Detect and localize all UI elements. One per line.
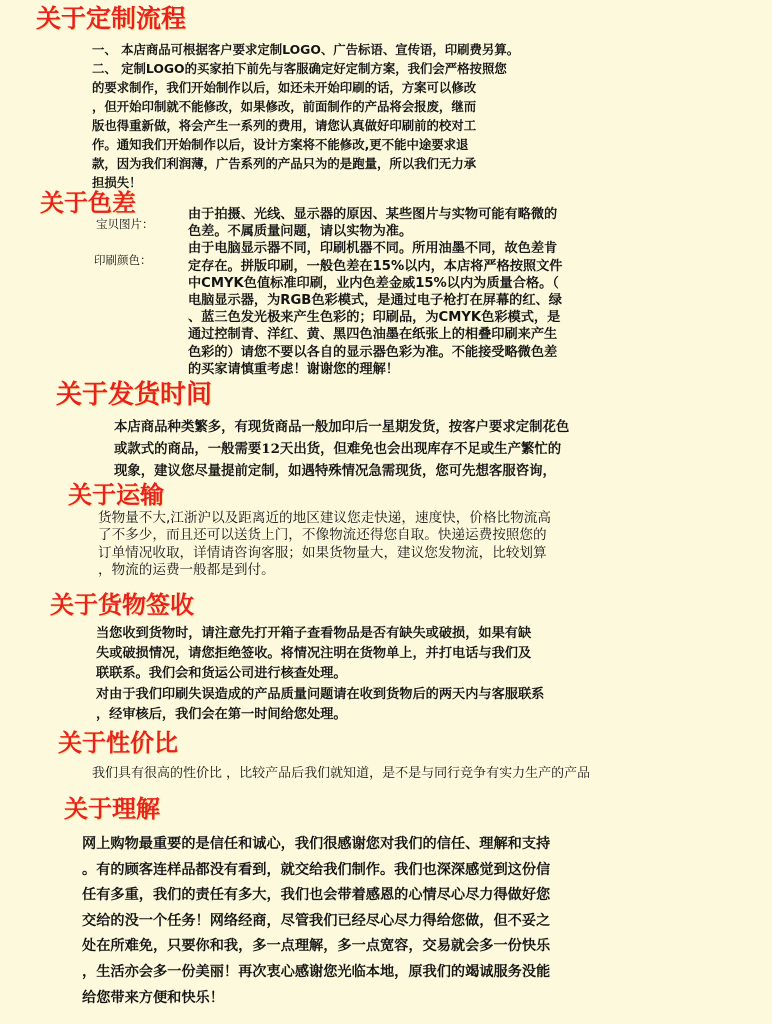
text-line: 二、 定制LOGO的买家拍下前先与客服确定好定制方案，我们会严格按照您 xyxy=(92,61,507,76)
text-line: 的买家请慎重考虑！谢谢您的理解！ xyxy=(188,361,399,377)
text-line: 或款式的商品，一般需要12天出货，但难免也会出现库存不足或生产繁忙的 xyxy=(114,441,562,457)
shipping-time-text xyxy=(114,416,569,482)
text-line: 对由于我们印刷失误造成的产品质量问题请在收到货物后的两天内与客服联系 xyxy=(96,686,545,702)
heading-color-difference: 关于色差 xyxy=(40,188,136,217)
text-line: 我们具有很高的性价比 ，比较产品后我们就知道，是不是与同行竞争有实力生产的产品 xyxy=(92,766,591,781)
text-line: 订单情况收取，详情请咨询客服；如果货物量大，建议您发物流，比较划算 xyxy=(98,544,547,561)
text-line: 中CMYK色值标准印刷，业内色差金威15%以内为质量合格。（ xyxy=(188,275,559,291)
text-line: 本店商品种类繁多，有现货商品一般加印后一星期发货，按客户要求定制花色 xyxy=(114,419,570,435)
text-line: 款，因为我们利润薄，广告系列的产品只为的是跑量，所以我们无力承 xyxy=(92,156,477,171)
text-line: 联联系。我们会和货运公司进行核查处理。 xyxy=(96,666,347,682)
text-line: 、蓝三色发光极来产生色彩的；印刷品，为CMYK色彩模式，是 xyxy=(188,310,561,326)
text-line: 由于电脑显示器不同，印刷机器不同。所用油墨不同，故色差肯 xyxy=(188,241,558,257)
text-line: 失或破损情况，请您拒绝签收。将情况注明在货物单上，并打电话与我们及 xyxy=(96,646,532,662)
text-line: 交给的没一个任务！网络经商，尽管我们已经尽心尽力得给您做，但不妥之 xyxy=(82,912,551,929)
text-line: 网上购物最重要的是信任和诚心，我们很感谢您对我们的信任、理解和支持 xyxy=(82,836,551,852)
text-line: 版也得重新做，将会产生一系列的费用，请您认真做好印刷前的校对工 xyxy=(92,118,477,133)
text-line: 色彩的）请您不要以各自的显示器色彩为准。不能接受略微色差 xyxy=(188,344,558,360)
text-line: 一、 本店商品可根据客户要求定制LOGO、广告标语、宣传语，印刷费另算。 xyxy=(92,42,520,57)
text-line: 的要求制作，我们开始制作以后，如还未开始印刷的话，方案可以修改 xyxy=(92,80,477,95)
text-line: ，但开始印制就不能修改，如果修改，前面制作的产品将会报废，继而 xyxy=(92,99,477,114)
cost-performance-text xyxy=(92,764,590,784)
text-line: 担损失！ xyxy=(92,175,142,190)
understanding-text xyxy=(82,832,550,1011)
heading-custom-process: 关于定制流程 xyxy=(36,4,187,33)
label-product-photo: 宝贝图片： xyxy=(96,217,154,231)
text-line: ，经审核后，我们会在第一时间给您处理。 xyxy=(96,706,347,722)
heading-transport: 关于运输 xyxy=(68,480,164,509)
text-line: 任有多重，我们的责任有多大，我们也会带着感恩的心情尽心尽力得做好您 xyxy=(82,887,551,904)
text-line: 定存在。拼版印刷，一般色差在15%以内，本店将严格按照文件 xyxy=(188,258,563,274)
text-line: 通过控制青、洋红、黄、黑四色油墨在纸张上的相叠印刷来产生 xyxy=(188,327,558,343)
text-line: 色差。不属质量问题，请以实物为准。 xyxy=(188,224,413,240)
text-line: 。有的顾客连样品都没有看到，就交给我们制作。我们也深深感觉到这份信 xyxy=(82,861,551,878)
text-line: ，物流的运费一般都是到付。 xyxy=(98,562,275,579)
text-line: 当您收到货物时，请注意先打开箱子查看物品是否有缺失或破损，如果有缺 xyxy=(96,626,532,641)
heading-understanding: 关于理解 xyxy=(64,794,160,823)
heading-shipping-time: 关于发货时间 xyxy=(56,380,213,410)
text-line: 了不多少，而且还可以送货上门，不像物流还得您自取。快递运费按照您的 xyxy=(98,527,547,544)
text-line: 作。通知我们开始制作以后，设计方案将不能修改,更不能中途要求退 xyxy=(92,137,469,152)
text-line: 货物量不大,江浙沪以及距离近的地区建议您走快递，速度快，价格比物流高 xyxy=(98,510,551,526)
heading-goods-receipt: 关于货物签收 xyxy=(50,590,194,619)
text-line: 电脑显示器，为RGB色彩模式，是通过电子枪打在屏幕的红、绿 xyxy=(188,293,562,309)
heading-cost-performance: 关于性价比 xyxy=(58,728,178,757)
label-print-color: 印刷颜色： xyxy=(94,253,152,267)
goods-receipt-text xyxy=(96,624,544,725)
color-difference-text xyxy=(188,206,562,378)
text-line: 现象，建议您尽量提前定制，如遇特殊情况急需现货，您可先想客服咨询， xyxy=(114,463,556,479)
text-line: 由于拍摄、光线、显示器的原因、某些图片与实物可能有略微的 xyxy=(188,207,558,222)
text-line: ，生活亦会多一份美丽！再次衷心感谢您光临本地，原我们的竭诚服务没能 xyxy=(82,963,551,980)
custom-process-text xyxy=(92,40,519,192)
text-line: 给您带来方便和快乐！ xyxy=(82,989,224,1006)
transport-text xyxy=(98,510,551,580)
text-line: 处在所难免，只要你和我，多一点理解，多一点宽容，交易就会多一份快乐 xyxy=(82,938,551,955)
